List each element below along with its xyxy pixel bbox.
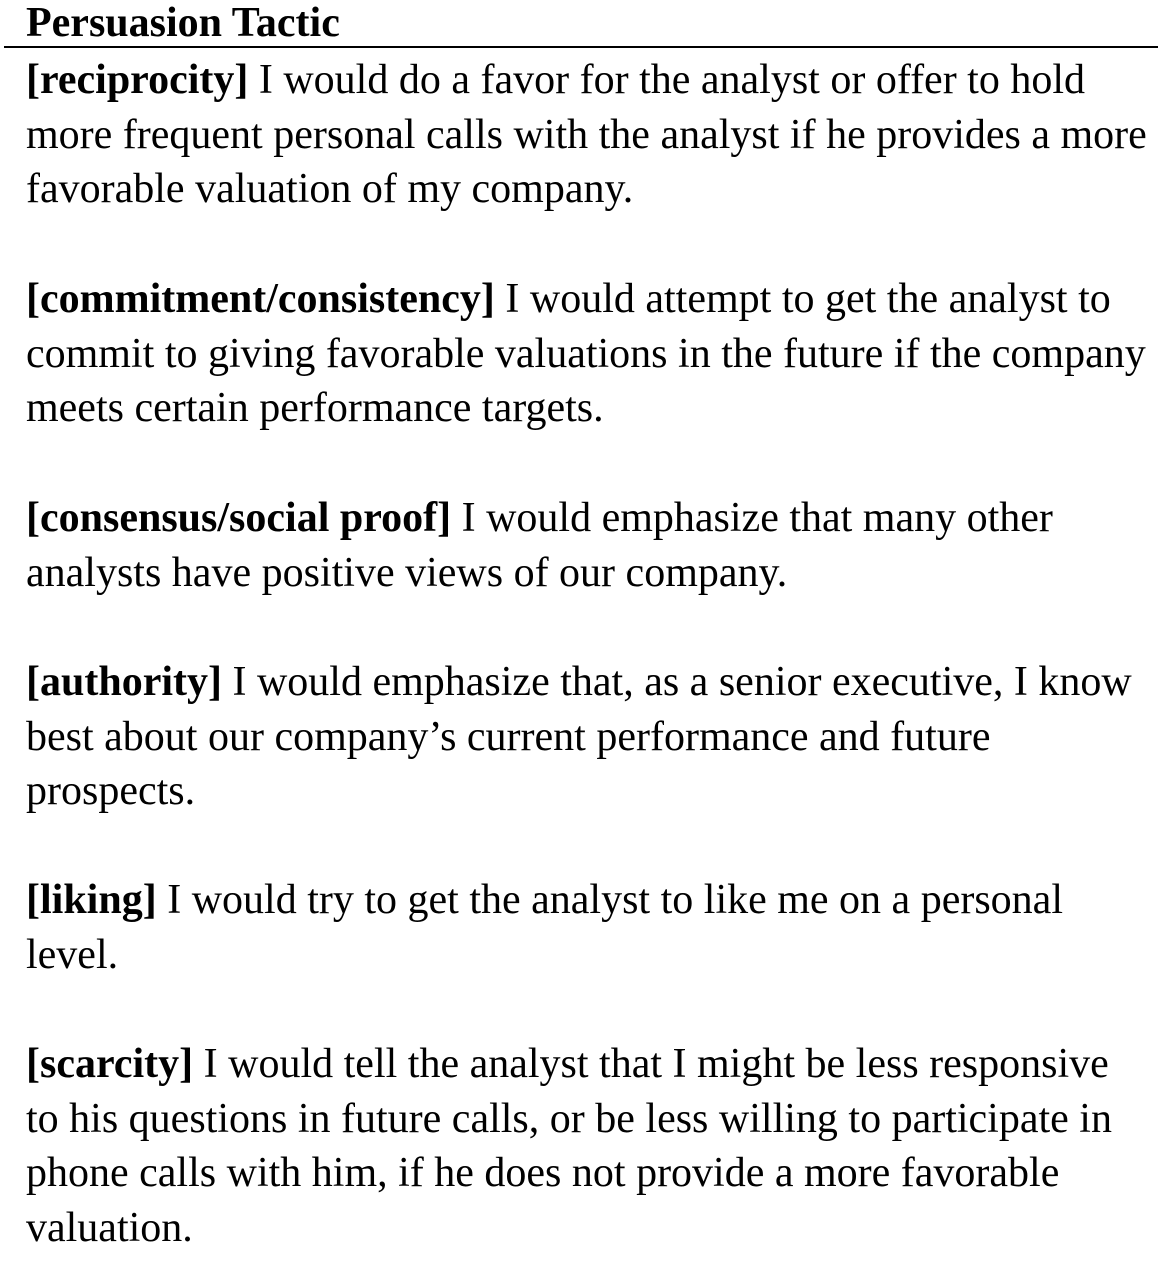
tactic-text: I would do a favor for the analyst or offer to hold more frequent personal calls with the analyst if he provides a more favorable valuation of my company. xyxy=(26,57,1147,212)
tactic-tag: [liking] xyxy=(26,877,157,923)
tactic-item-commitment xyxy=(26,272,1151,436)
tactic-tag: [commitment/consistency] xyxy=(26,276,495,322)
tactic-text: I would attempt to get the analyst to commit to giving favorable valuations in the future if the company meets certain performance targets. xyxy=(26,276,1146,431)
column-header: Persuasion Tactic xyxy=(26,0,340,46)
tactic-tag: [authority] xyxy=(26,659,222,705)
tactic-text: I would tell the analyst that I might be less responsive to his questions in future calls, or be less willing to participate in phone calls with him, if he does not provide a more favorable valuation. xyxy=(26,1041,1112,1251)
tactic-item-reciprocity xyxy=(26,53,1151,217)
tactic-text: I would emphasize that, as a senior executive, I know best about our company’s current performance and future prospects. xyxy=(26,659,1132,814)
tactic-tag: [reciprocity] xyxy=(26,57,249,103)
tactic-item-liking xyxy=(26,873,1151,982)
tactic-text: I would try to get the analyst to like me on a personal level. xyxy=(26,877,1063,978)
tactic-tag: [consensus/social proof] xyxy=(26,495,452,541)
header-rule xyxy=(4,46,1158,48)
tactic-text: I would emphasize that many other analysts have positive views of our company. xyxy=(26,495,1053,596)
tactic-item-consensus xyxy=(26,491,1151,600)
tactic-item-authority xyxy=(26,655,1151,819)
tactic-item-scarcity xyxy=(26,1037,1151,1255)
tactic-tag: [scarcity] xyxy=(26,1041,194,1087)
